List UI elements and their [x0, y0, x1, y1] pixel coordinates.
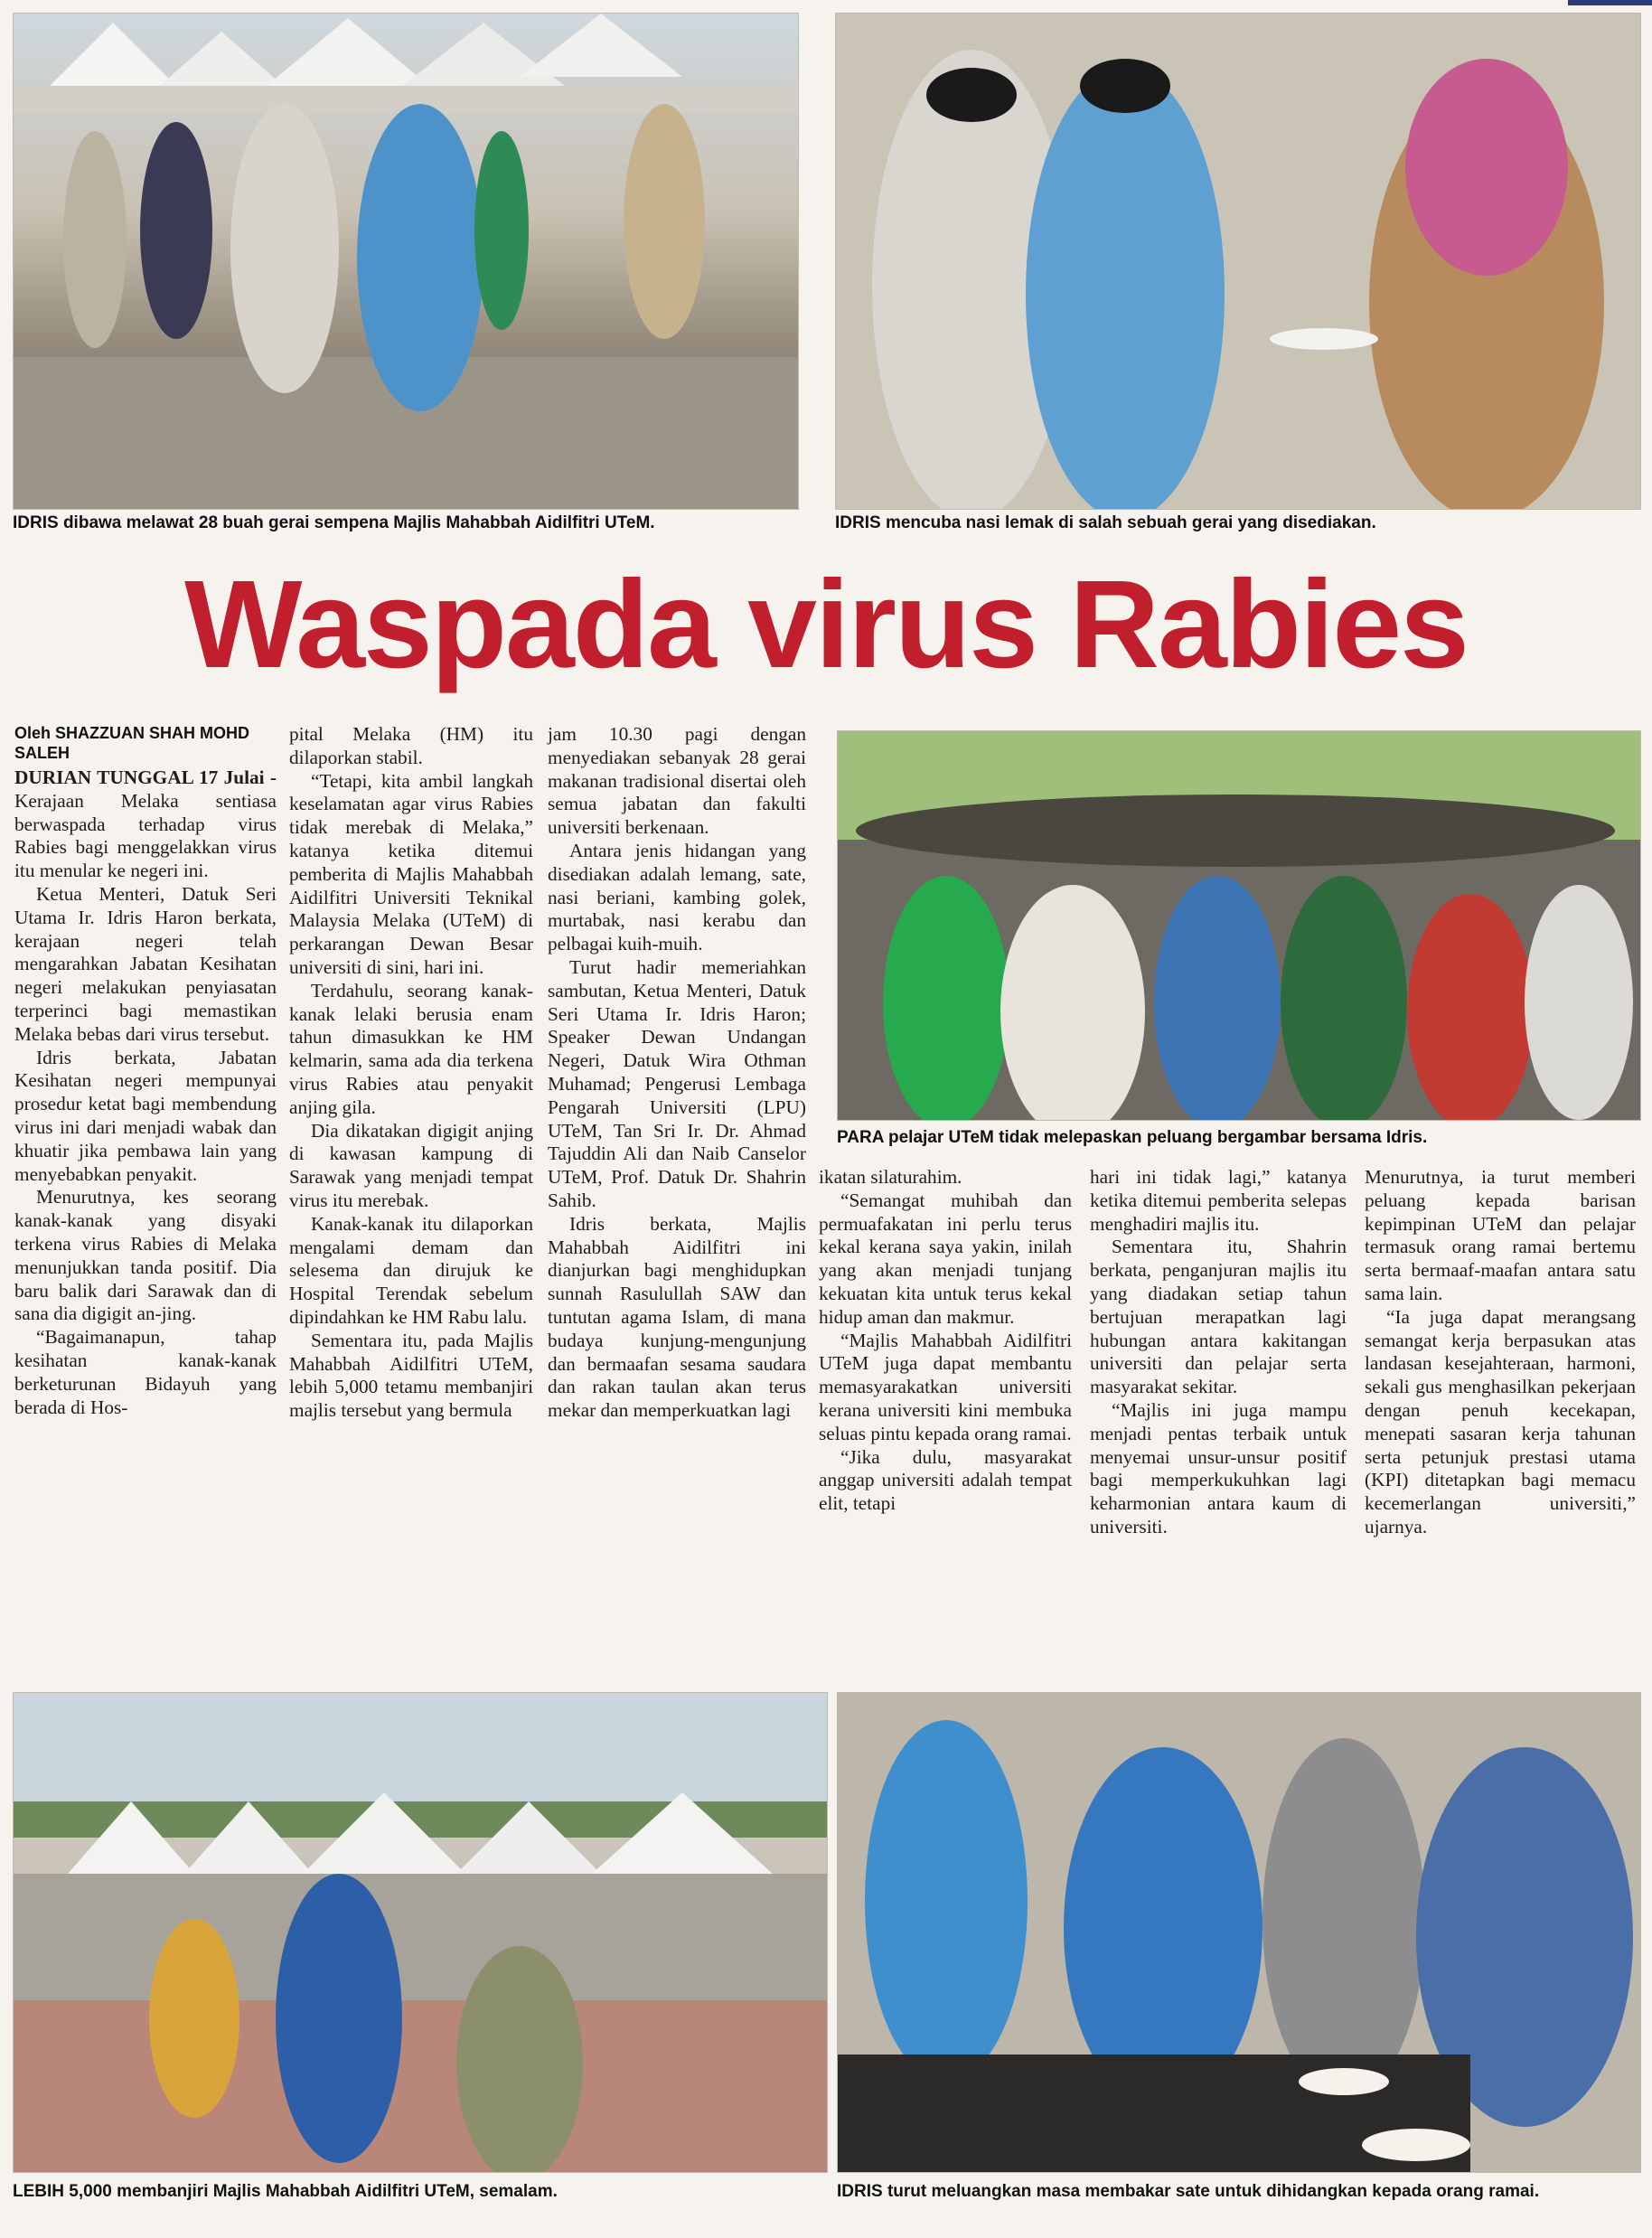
- headline: Waspada virus Rabies: [184, 555, 1468, 694]
- page-edge-bar: [1568, 0, 1652, 5]
- caption-mid-right: PARA pelajar UTeM tidak melepaskan peluang bergambar bersama Idris.: [837, 1128, 1428, 1147]
- article-paragraph: jam 10.30 pagi dengan menyediakan sebanyak 28 gerai makanan tradisional disertai oleh semua jabatan dan fakulti universiti berkenaan.: [548, 723, 806, 839]
- article-paragraph: pital Melaka (HM) itu dilaporkan stabil.: [289, 723, 533, 768]
- article-column-5: [1090, 1166, 1347, 1539]
- byline: [14, 723, 277, 763]
- article-paragraph: Sementara itu, Shahrin berkata, penganjuran majlis itu yang diadakan setiap tahun bertujuan merapatkan lagi hubungan antara kakitangan universiti dan pelajar serta masyarakat sekitar.: [1090, 1236, 1347, 1398]
- byline-author: SHAZZUAN SHAH MOHD SALEH: [14, 724, 250, 762]
- byline-prefix: Oleh: [14, 724, 52, 742]
- article-paragraph: “Majlis Mahabbah Aidilfitri UTeM juga dapat membantu memasyarakatkan universiti kerana universiti kini membuka seluas pintu kepada orang ramai.: [819, 1329, 1072, 1444]
- photo-idris-tasting-nasi-lemak: [835, 13, 1641, 510]
- article-paragraph: Sementara itu, pada Majlis Mahabbah Aidilfitri UTeM, lebih 5,000 tetamu membanjiri majlis tersebut yang bermula: [289, 1329, 533, 1422]
- article-paragraph: “Majlis ini juga mampu menjadi pentas terbaik untuk menyemai unsur-unsur positif bagi memperkukuhkan lagi keharmonian antara kaum di universiti.: [1090, 1398, 1347, 1537]
- article-paragraph: Idris berkata, Majlis Mahabbah Aidilfitri ini dianjurkan bagi menghidupkan sunnah Rasulullah SAW dan tuntutan agama Islam, di mana budaya kunjung-mengunjung dan bermaafan sesama saudara dan rakan taulan akan terus mekar dan memperkuatkan lagi: [548, 1212, 806, 1422]
- article-paragraph: Menurutnya, ia turut memberi peluang kepada barisan kepimpinan UTeM dan pelajar termasuk orang ramai bertemu serta bermaaf-maafan antara satu sama lain.: [1365, 1166, 1636, 1304]
- article-paragraph: hari ini tidak lagi,” katanya ketika ditemui pemberita selepas menghadiri majlis itu.: [1090, 1166, 1347, 1235]
- article-paragraph: “Ia juga dapat merangsang semangat kerja berpasukan atas landasan kesejahteraan, harmoni, sekali gus menghasilkan pekerjaan dengan penuh kecekapan, menepati sasaran kerja tahunan serta petunjuk prestasi utama (KPI) ditetapkan bagi memacu kecemerlangan universiti,” ujarnya.: [1365, 1305, 1636, 1537]
- article-paragraph: ikatan silaturahim.: [819, 1166, 962, 1188]
- article-column-4: [819, 1166, 1072, 1516]
- article-column-1: [14, 766, 277, 1419]
- article-paragraph: Turut hadir memeriahkan sambutan, Ketua Menteri, Datuk Seri Utama Ir. Idris Haron; Speaker Dewan Undangan Negeri, Datuk Wira Othman Muhamad; Pengerusi Lembaga Pengarah Universiti (LPU) UTeM, Tan Sri Ir. Dr. Ahmad Tajuddin Ali dan Naib Canselor UTeM, Prof. Datuk Dr. Shahrin Sahib.: [548, 955, 806, 1211]
- photo-crowd-at-event: [13, 1692, 828, 2173]
- article-paragraph: Idris berkata, Jabatan Kesihatan negeri mempunyai prosedur ketat bagi membendung virus ini dari menjadi wabak dan khuatir jika pembawa lain yang menyebabkan penyakit.: [14, 1046, 277, 1185]
- article-paragraph: Dia dikatakan digigit anjing di kawasan kampung di Sarawak yang menjadi tempat virus itu merebak.: [289, 1119, 533, 1211]
- article-paragraph: “Jika dulu, masyarakat anggap universiti adalah tempat elit, tetapi: [819, 1445, 1072, 1515]
- paragraph-text: Kerajaan Melaka sentiasa berwaspada terhadap virus Rabies bagi menggelakkan virus itu menular ke negeri ini.: [14, 789, 277, 882]
- article-paragraph: Kanak-kanak itu dilaporkan mengalami demam dan selesema dan dirujuk ke Hospital Terendak sebelum dipindahkan ke HM Rabu lalu.: [289, 1212, 533, 1328]
- article-paragraph: [14, 766, 277, 883]
- caption-bottom-left: LEBIH 5,000 membanjiri Majlis Mahabbah Aidilfitri UTeM, semalam.: [13, 2182, 558, 2201]
- article-paragraph: “Tetapi, kita ambil langkah keselamatan agar virus Rabies tidak merebak di Melaka,” katanya ketika ditemui pemberita di Majlis Mahabbah Aidilfitri Universiti Teknikal Malaysia Melaka (UTeM) di perkarangan Dewan Besar universiti di sini, hari ini.: [289, 769, 533, 978]
- caption-top-left: IDRIS dibawa melawat 28 buah gerai sempena Majlis Mahabbah Aidilfitri UTeM.: [13, 513, 655, 532]
- article-column-6: [1365, 1166, 1636, 1539]
- dateline: DURIAN TUNGGAL 17 Julai -: [14, 766, 277, 788]
- article-paragraph: Antara jenis hidangan yang disediakan adalah lemang, sate, nasi beriani, kambing golek, murtabak, nasi kerabu dan pelbagai kuih-muih.: [548, 839, 806, 955]
- article-paragraph: Menurutnya, kes seorang kanak-kanak yang disyaki terkena virus Rabies di Melaka menunjukkan tanda positif. Dia baru balik dari Sarawak dan di sana dia digigit an-jing.: [14, 1186, 277, 1325]
- article-column-2: [289, 723, 533, 1423]
- photo-idris-grilling-sate: [837, 1692, 1641, 2173]
- caption-top-right: IDRIS mencuba nasi lemak di salah sebuah gerai yang disediakan.: [835, 513, 1376, 532]
- caption-bottom-right: IDRIS turut meluangkan masa membakar sate untuk dihidangkan kepada orang ramai.: [837, 2182, 1540, 2201]
- article-paragraph: “Bagaimanapun, tahap kesihatan kanak-kanak berketurunan Bidayuh yang berada di Hos-: [14, 1326, 277, 1418]
- article-column-3: [548, 723, 806, 1423]
- article-paragraph: “Semangat muhibah dan permuafakatan ini perlu terus kekal kerana saya yakin, inilah yang akan menjadi tunjang kekuatan kita untuk terus kekal hidup aman dan makmur.: [819, 1189, 1072, 1328]
- photo-students-with-idris: [837, 730, 1641, 1121]
- article-paragraph: Ketua Menteri, Datuk Seri Utama Ir. Idris Haron berkata, kerajaan negeri telah mengarahkan Jabatan Kesihatan negeri melakukan penyiasatan terperinci bagi memastikan Melaka bebas dari virus tersebut.: [14, 882, 277, 1045]
- article-paragraph: Terdahulu, seorang kanak-kanak lelaki berusia enam tahun dimasukkan ke HM kelmarin, sama ada dia terkena virus Rabies atau penyakit anjing gila.: [289, 979, 533, 1118]
- photo-idris-visiting-stalls: [13, 13, 799, 510]
